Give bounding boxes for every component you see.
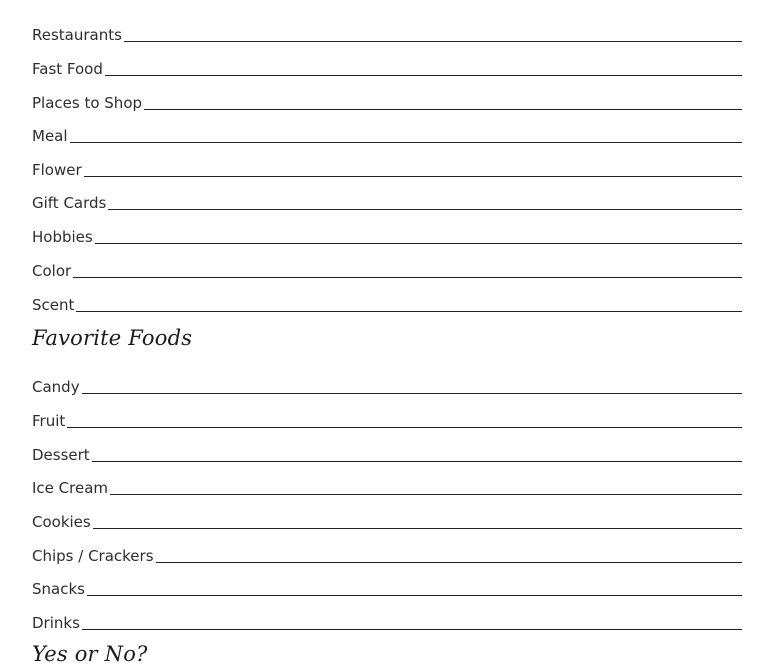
field-label: Color: [32, 262, 72, 280]
answer-line[interactable]: [73, 263, 742, 278]
answer-line[interactable]: [105, 61, 742, 76]
answer-line[interactable]: [84, 162, 742, 177]
yes-or-no-heading: Yes or No?: [32, 642, 148, 666]
field-cookies[interactable]: [32, 507, 742, 531]
field-label: Meal: [32, 127, 68, 145]
field-label: Hobbies: [32, 228, 93, 246]
answer-line[interactable]: [87, 581, 742, 596]
field-snacks[interactable]: [32, 574, 742, 598]
field-places-to-shop[interactable]: [32, 88, 742, 112]
field-color[interactable]: [32, 256, 742, 280]
field-chips-crackers[interactable]: [32, 541, 742, 565]
answer-line[interactable]: [108, 195, 742, 210]
answer-line[interactable]: [82, 615, 742, 630]
field-fruit[interactable]: [32, 406, 742, 430]
field-label: Fruit: [32, 412, 66, 430]
field-label: Places to Shop: [32, 94, 143, 112]
answer-line[interactable]: [124, 27, 742, 42]
answer-line[interactable]: [92, 447, 742, 462]
answer-line[interactable]: [110, 480, 742, 495]
field-meal[interactable]: [32, 121, 742, 145]
field-candy[interactable]: [32, 372, 742, 396]
field-label: Restaurants: [32, 26, 122, 44]
field-label: Cookies: [32, 513, 91, 531]
field-label: Drinks: [32, 614, 80, 632]
field-hobbies[interactable]: [32, 222, 742, 246]
field-label: Gift Cards: [32, 194, 107, 212]
field-restaurants[interactable]: [32, 20, 742, 44]
answer-line[interactable]: [95, 229, 742, 244]
field-label: Flower: [32, 161, 82, 179]
field-dessert[interactable]: [32, 440, 742, 464]
field-label: Ice Cream: [32, 479, 109, 497]
field-scent[interactable]: [32, 290, 742, 314]
field-gift-cards[interactable]: [32, 188, 742, 212]
answer-line[interactable]: [82, 379, 742, 394]
field-label: Scent: [32, 296, 75, 314]
answer-line[interactable]: [156, 548, 742, 563]
answer-line[interactable]: [93, 514, 742, 529]
field-ice-cream[interactable]: [32, 473, 742, 497]
answer-line[interactable]: [76, 297, 742, 312]
field-label: Chips / Crackers: [32, 547, 154, 565]
answer-line[interactable]: [67, 413, 742, 428]
field-fast-food[interactable]: [32, 54, 742, 78]
favorite-foods-heading: Favorite Foods: [32, 326, 193, 350]
answer-line[interactable]: [144, 95, 742, 110]
field-drinks[interactable]: [32, 608, 742, 632]
field-label: Fast Food: [32, 60, 103, 78]
field-label: Dessert: [32, 446, 90, 464]
answer-line[interactable]: [70, 128, 742, 143]
field-label: Candy: [32, 378, 80, 396]
field-flower[interactable]: [32, 155, 742, 179]
field-label: Snacks: [32, 580, 85, 598]
